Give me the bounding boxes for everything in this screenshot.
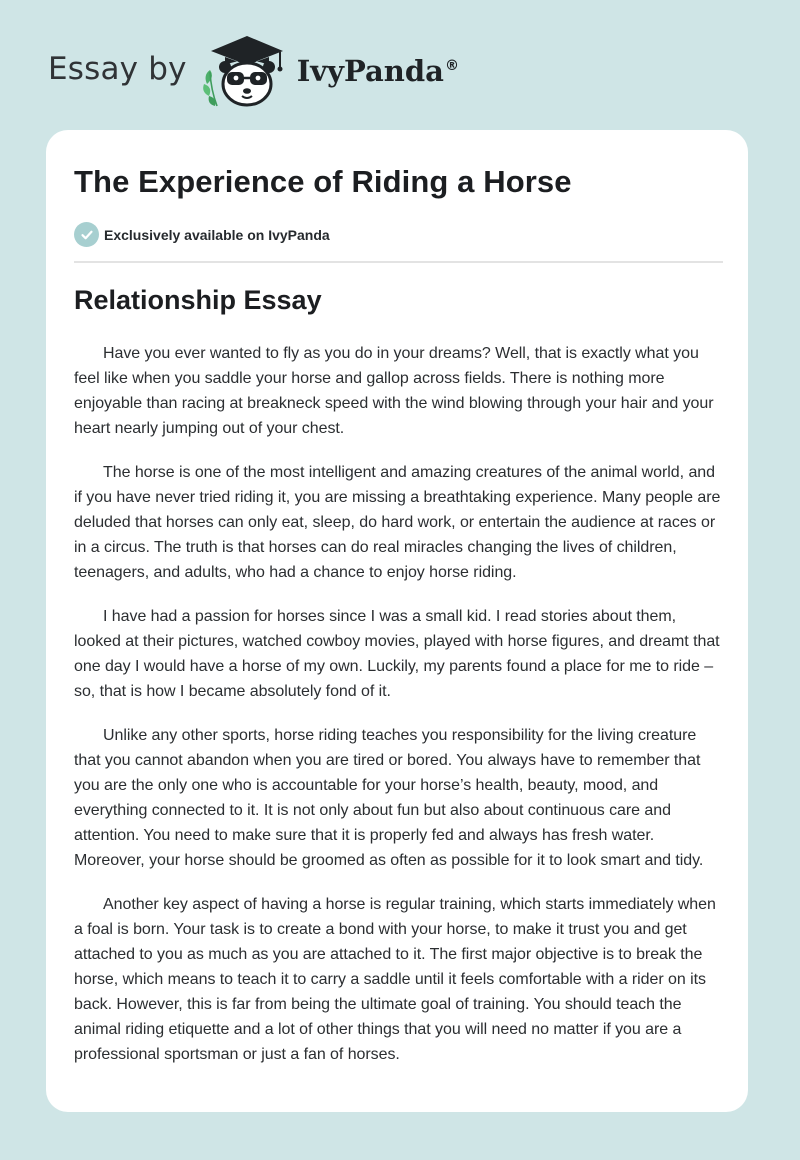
essay-paragraph: Another key aspect of having a horse is regular training, which starts immediately when a foal is born. Your task is to create a bond with your horse, to make it trust you and get attached to you as much as you are attached to it. The first major objective is to break the horse, which means to teach it to carry a saddle until it feels comfortable with a rider on its back. However, this is far from being the ultimate goal of training. You should teach the animal riding etiquette and a lot of other things that you will need no matter if you are a professional sportsman or just a fan of horses.	[74, 896, 716, 1063]
exclusive-badge-label: Exclusively available on IvyPanda	[104, 226, 330, 243]
essay-card	[46, 130, 748, 1112]
essay-paragraph: Have you ever wanted to fly as you do in your dreams? Well, that is exactly what you feel like when you saddle your horse and gallop across fields. There is nothing more enjoyable than racing at breakneck speed with the wind blowing through your hair and your heart nearly jumping out of your chest.	[74, 345, 714, 437]
essay-body	[74, 341, 724, 1086]
registered-mark: ®	[444, 58, 459, 75]
essay-paragraph: The horse is one of the most intelligent and amazing creatures of the animal world, and if you have never tried riding it, you are missing a breathtaking experience. Many people are deluded that horses can only eat, sleep, do hard work, or entertain the audience at races or in a circus. The truth is that horses can do real miracles changing the lives of children, teenagers, and adults, who had a chance to enjoy horse riding.	[74, 464, 721, 581]
essay-paragraph: I have had a passion for horses since I was a small kid. I read stories about them, looked at their pictures, watched cowboy movies, played with horse figures, and dreamt that one day I would have a horse of my own. Luckily, my parents found a place for me to ride – so, that is how I became absolutely fond of it.	[74, 608, 720, 700]
ivypanda-logo-icon[interactable]	[201, 34, 293, 108]
essay-category-heading: Relationship Essay	[74, 285, 322, 315]
exclusive-badge	[74, 222, 330, 247]
divider	[74, 261, 723, 263]
check-circle-icon	[74, 222, 99, 247]
site-header	[48, 34, 459, 108]
brand-text: IvyPanda	[296, 54, 444, 88]
essay-title: The Experience of Riding a Horse	[74, 164, 572, 199]
essay-by-label: Essay by	[48, 51, 187, 87]
essay-paragraph: Unlike any other sports, horse riding teaches you responsibility for the living creature that you cannot abandon when you are tired or bored. You always have to remember that you are the only one who is accountable for your horse’s health, beauty, mood, and everything connected to it. It is not only about fun but also about continuous care and attention. You need to make sure that it is properly fed and always has fresh water. Moreover, your horse should be groomed as often as possible for it to look smart and tidy.	[74, 727, 704, 869]
ivypanda-brand-name[interactable]	[297, 54, 459, 88]
